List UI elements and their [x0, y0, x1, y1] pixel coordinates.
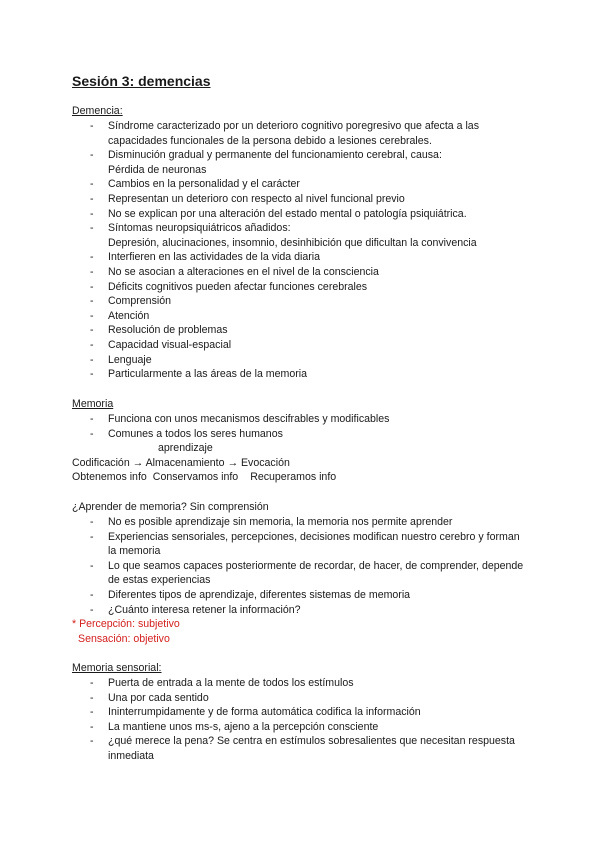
list-item: - Particularmente a las áreas de la memoria [0, 367, 600, 382]
list-item: - Ininterrumpidamente y de forma automática codifica la información [0, 705, 600, 720]
list-item: - Experiencias sensoriales, percepciones, decisiones modifican nuestro cerebro y forman la memoria [0, 530, 600, 559]
list-item: - Comunes a todos los seres humanos [0, 427, 600, 442]
list-item: - Capacidad visual-espacial [0, 338, 600, 353]
section-heading-memoria: Memoria [72, 398, 114, 410]
list-item: - No es posible aprendizaje sin memoria, la memoria nos permite aprender [0, 515, 600, 530]
list-item: - Representan un deterioro con respecto al nivel funcional previo [0, 192, 600, 207]
memoria-note: aprendizaje [158, 442, 213, 454]
note-percepcion: * Percepción: subjetivo [72, 618, 180, 630]
memoria-sensorial-list [0, 676, 600, 764]
aprender-list [0, 515, 600, 617]
list-item: - ¿Cuánto interesa retener la información? [0, 603, 600, 618]
flow-label: Conservamos info [152, 471, 239, 483]
memoria-list [0, 412, 600, 441]
demencia-list [0, 119, 600, 382]
memory-flow-labels [72, 470, 336, 485]
list-item: - Déficits cognitivos pueden afectar funciones cerebrales [0, 280, 600, 295]
list-item: - Síntomas neuropsiquiátricos añadidos: Depresión, alucinaciones, insomnio, desinhibición que dificultan la convivencia [0, 221, 600, 250]
aprender-question: ¿Aprender de memoria? Sin comprensión [72, 501, 269, 513]
list-item: - Resolución de problemas [0, 323, 600, 338]
list-item: - Atención [0, 309, 600, 324]
list-item: - Una por cada sentido [0, 691, 600, 706]
list-item: - Lo que seamos capaces posteriormente de recordar, de hacer, de comprender, depende de estas experiencias [0, 559, 600, 588]
memory-flow: Codificación → Almacenamiento → Evocación [72, 457, 290, 469]
list-item: - Disminución gradual y permanente del funcionamiento cerebral, causa: Pérdida de neuronas [0, 148, 600, 177]
list-item: - No se explican por una alteración del estado mental o patología psiquiátrica. [0, 207, 600, 222]
flow-label: Recuperamos info [250, 471, 337, 483]
page-title: Sesión 3: demencias [72, 73, 211, 89]
list-item: - Funciona con unos mecanismos descifrables y modificables [0, 412, 600, 427]
list-item: - Síndrome caracterizado por un deterioro cognitivo poregresivo que afecta a las capacidades funcionales de la persona debido a lesiones cerebrales. [0, 119, 600, 148]
list-item: - Puerta de entrada a la mente de todos los estímulos [0, 676, 600, 691]
flow-label: Obtenemos info [72, 471, 147, 483]
list-item: - No se asocian a alteraciones en el nivel de la consciencia [0, 265, 600, 280]
section-heading-memoria-sensorial: Memoria sensorial: [72, 662, 162, 674]
list-item: - Diferentes tipos de aprendizaje, diferentes sistemas de memoria [0, 588, 600, 603]
list-item-sub: Depresión, alucinaciones, insomnio, desinhibición que dificultan la convivencia [108, 236, 477, 249]
list-item: - Cambios en la personalidad y el carácter [0, 177, 600, 192]
note-sensacion: Sensación: objetivo [78, 633, 170, 645]
list-item-sub: Pérdida de neuronas [108, 163, 207, 176]
list-item: - ¿qué merece la pena? Se centra en estímulos sobresalientes que necesitan respuesta inmediata [0, 734, 600, 763]
section-heading-demencia: Demencia: [72, 105, 123, 117]
list-item: - Interfieren en las actividades de la vida diaria [0, 250, 600, 265]
list-item: - Lenguaje [0, 353, 600, 368]
list-item: - La mantiene unos ms-s, ajeno a la percepción consciente [0, 720, 600, 735]
list-item: - Comprensión [0, 294, 600, 309]
